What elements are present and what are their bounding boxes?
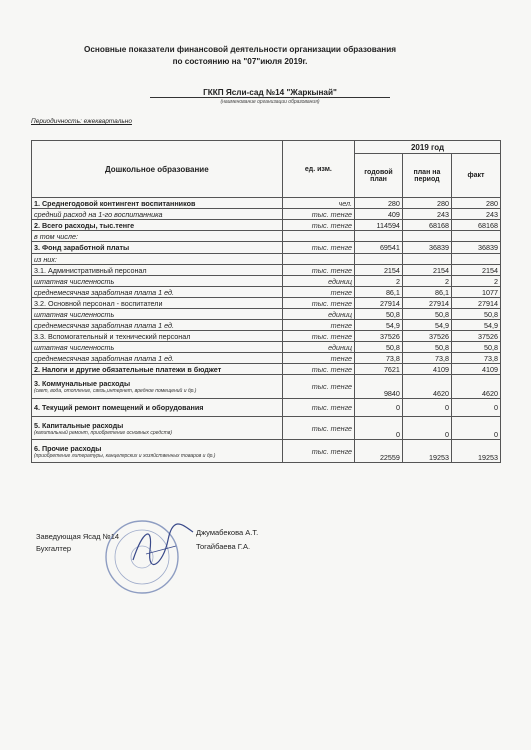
row-label-cell bbox=[32, 309, 283, 320]
row-value-annual: 9840 bbox=[355, 375, 403, 399]
row-label: среднемесячная заработная плата 1 ед. bbox=[34, 287, 174, 297]
table-row bbox=[32, 331, 501, 342]
row-value-annual: 0 bbox=[355, 417, 403, 440]
row-value-annual: 280 bbox=[355, 198, 403, 209]
row-label: среднемесячная заработная плата 1 ед. bbox=[34, 353, 174, 363]
row-label: 2. Всего расходы, тыс.тенге bbox=[34, 220, 135, 230]
row-value-period: 0 bbox=[402, 417, 451, 440]
row-value-fact: 1077 bbox=[451, 287, 500, 298]
row-label-cell bbox=[32, 298, 283, 309]
row-value-fact: 54,9 bbox=[451, 320, 500, 331]
row-value-fact: 0 bbox=[451, 417, 500, 440]
row-value-fact: 243 bbox=[451, 209, 500, 220]
row-label-cell bbox=[32, 220, 283, 231]
row-unit bbox=[282, 231, 354, 242]
row-unit: тыс. тенге bbox=[282, 265, 354, 276]
row-unit: тыс. тенге bbox=[282, 417, 354, 440]
report-title: Основные показатели финансовой деятельности организации образования bbox=[83, 45, 397, 54]
row-label-cell bbox=[32, 375, 283, 399]
row-label: 4. Текущий ремонт помещений и оборудования bbox=[34, 403, 204, 412]
row-value-annual: 27914 bbox=[355, 298, 403, 309]
column-header-period-plan: план на период bbox=[402, 154, 451, 198]
row-unit: тыс. тенге bbox=[282, 364, 354, 375]
row-value-period: 2 bbox=[402, 276, 451, 287]
row-value-period: 19253 bbox=[402, 440, 451, 463]
row-value-annual: 2 bbox=[355, 276, 403, 287]
table-row bbox=[32, 231, 501, 242]
row-value-fact: 50,8 bbox=[451, 309, 500, 320]
row-value-annual: 0 bbox=[355, 399, 403, 417]
row-unit: тыс. тенге bbox=[282, 242, 354, 254]
column-header-education: Дошкольное образование bbox=[32, 141, 283, 198]
row-value-annual: 50,8 bbox=[355, 342, 403, 353]
organization-caption: (наименование организации образования) bbox=[220, 99, 320, 105]
row-label: 3.2. Основной персонал - воспитатели bbox=[34, 298, 163, 308]
row-unit: тыс. тенге bbox=[282, 220, 354, 231]
row-label: 6. Прочие расходы bbox=[34, 443, 102, 453]
row-label-cell bbox=[32, 440, 283, 463]
accountant-name: Тогайбаева Г.А. bbox=[196, 542, 251, 551]
row-label: 3.1. Административный персонал bbox=[34, 265, 147, 275]
row-label-cell bbox=[32, 353, 283, 364]
row-value-period: 54,9 bbox=[402, 320, 451, 331]
column-header-unit: ед. изм. bbox=[282, 141, 354, 198]
financial-table bbox=[31, 140, 501, 463]
row-label-cell bbox=[32, 331, 283, 342]
column-header-annual-plan: годовой план bbox=[355, 154, 403, 198]
row-value-annual bbox=[355, 254, 403, 265]
row-sublabel: (приобретение литературы, канцелярских и хозяйственных товаров и др.) bbox=[34, 452, 216, 459]
row-unit: единиц bbox=[282, 342, 354, 353]
organization-name: ГККП Ясли-сад №14 "Жаркынай" bbox=[203, 88, 337, 97]
row-label: 2. Налоги и другие обязательные платежи в бюджет bbox=[34, 364, 222, 374]
row-value-period: 50,8 bbox=[402, 309, 451, 320]
row-unit: чел. bbox=[282, 198, 354, 209]
row-value-period: 4620 bbox=[402, 375, 451, 399]
row-label-cell bbox=[32, 364, 283, 375]
row-value-fact: 36839 bbox=[451, 242, 500, 254]
row-unit: тыс. тенге bbox=[282, 375, 354, 399]
row-value-fact: 50,8 bbox=[451, 342, 500, 353]
row-unit: тыс. тенге bbox=[282, 209, 354, 220]
row-value-period bbox=[402, 231, 451, 242]
table-row bbox=[32, 254, 501, 265]
row-label-cell bbox=[32, 287, 283, 298]
row-label: 5. Капитальные расходы bbox=[34, 420, 124, 430]
row-value-annual: 114594 bbox=[355, 220, 403, 231]
row-label: из них: bbox=[34, 254, 57, 264]
row-unit: единиц bbox=[282, 276, 354, 287]
table-row bbox=[32, 375, 501, 399]
table-row bbox=[32, 342, 501, 353]
table-row bbox=[32, 276, 501, 287]
row-label: среднемесячная заработная плата 1 ед. bbox=[34, 320, 174, 330]
row-value-period: 36839 bbox=[402, 242, 451, 254]
table-row bbox=[32, 353, 501, 364]
row-label-cell bbox=[32, 417, 283, 440]
row-value-fact bbox=[451, 254, 500, 265]
row-sublabel: (свет, вода, отопление, связь,интернет, вредное помещений и др.) bbox=[34, 388, 197, 394]
row-value-fact: 0 bbox=[451, 399, 500, 417]
table-row bbox=[32, 287, 501, 298]
row-value-fact: 37526 bbox=[451, 331, 500, 342]
row-value-fact: 19253 bbox=[451, 440, 500, 463]
report-date: по состоянию на "07"июля 2019г. bbox=[172, 57, 308, 66]
row-value-period: 68168 bbox=[402, 220, 451, 231]
table-row bbox=[32, 242, 501, 254]
row-value-annual: 73,8 bbox=[355, 353, 403, 364]
row-value-fact: 2154 bbox=[451, 265, 500, 276]
row-label: в том числе: bbox=[34, 231, 78, 241]
row-value-annual: 37526 bbox=[355, 331, 403, 342]
row-value-fact: 2 bbox=[451, 276, 500, 287]
head-name: Джумабекова А.Т. bbox=[196, 528, 259, 537]
row-value-period: 37526 bbox=[402, 331, 451, 342]
row-unit: тыс. тенге bbox=[282, 399, 354, 417]
row-value-period: 280 bbox=[402, 198, 451, 209]
row-label: средний расход на 1-го воспитанника bbox=[34, 209, 163, 219]
row-value-period: 27914 bbox=[402, 298, 451, 309]
table-row bbox=[32, 298, 501, 309]
row-value-annual: 7621 bbox=[355, 364, 403, 375]
row-value-period: 2154 bbox=[402, 265, 451, 276]
row-unit: тыс. тенге bbox=[282, 331, 354, 342]
row-value-annual bbox=[355, 231, 403, 242]
row-sublabel: (капитальный ремонт, приобретение основных средств) bbox=[34, 429, 173, 436]
row-unit: тыс. тенге bbox=[282, 298, 354, 309]
head-title: Заведующая Ясад №14 bbox=[36, 532, 120, 541]
row-value-period: 73,8 bbox=[402, 353, 451, 364]
column-header-year: 2019 год bbox=[355, 141, 501, 154]
row-label: штатная численность bbox=[34, 276, 115, 286]
row-value-fact: 280 bbox=[451, 198, 500, 209]
row-label: 1. Среднегодовой контингент воспитанников bbox=[34, 198, 196, 208]
row-unit: тенге bbox=[282, 320, 354, 331]
row-unit bbox=[282, 254, 354, 265]
column-header-fact: факт bbox=[451, 154, 500, 198]
row-label-cell bbox=[32, 254, 283, 265]
row-value-period: 243 bbox=[402, 209, 451, 220]
row-value-period: 4109 bbox=[402, 364, 451, 375]
row-unit: тыс. тенге bbox=[282, 440, 354, 463]
row-value-annual: 69541 bbox=[355, 242, 403, 254]
row-value-fact bbox=[451, 231, 500, 242]
row-label: 3. Фонд заработной платы bbox=[34, 243, 130, 252]
table-row bbox=[32, 220, 501, 231]
row-value-fact: 4620 bbox=[451, 375, 500, 399]
row-value-fact: 27914 bbox=[451, 298, 500, 309]
row-label-cell bbox=[32, 231, 283, 242]
row-label-cell bbox=[32, 198, 283, 209]
table-row bbox=[32, 440, 501, 463]
table-row bbox=[32, 364, 501, 375]
row-value-annual: 86,1 bbox=[355, 287, 403, 298]
row-unit: единиц bbox=[282, 309, 354, 320]
table-row bbox=[32, 309, 501, 320]
table-row bbox=[32, 198, 501, 209]
row-unit: тенге bbox=[282, 287, 354, 298]
table-row bbox=[32, 320, 501, 331]
row-value-annual: 50,8 bbox=[355, 309, 403, 320]
row-label-cell bbox=[32, 209, 283, 220]
row-value-annual: 2154 bbox=[355, 265, 403, 276]
table-row bbox=[32, 399, 501, 417]
table-row bbox=[32, 209, 501, 220]
row-value-period: 0 bbox=[402, 399, 451, 417]
accountant-title: Бухгалтер bbox=[36, 544, 72, 553]
periodicity: Периодичность: ежеквартально bbox=[31, 118, 132, 125]
table-row bbox=[32, 417, 501, 440]
row-value-fact: 68168 bbox=[451, 220, 500, 231]
row-label-cell bbox=[32, 399, 283, 417]
signature-scribble bbox=[128, 520, 198, 570]
row-value-period bbox=[402, 254, 451, 265]
row-label: 3.3. Вспомогательный и технический персонал bbox=[34, 331, 191, 341]
table-row bbox=[32, 265, 501, 276]
row-label-cell bbox=[32, 342, 283, 353]
row-label-cell bbox=[32, 242, 283, 254]
row-value-period: 86,1 bbox=[402, 287, 451, 298]
row-label: 3. Коммунальные расходы bbox=[34, 379, 131, 388]
organization-underline bbox=[150, 97, 390, 98]
row-label-cell bbox=[32, 276, 283, 287]
row-value-fact: 73,8 bbox=[451, 353, 500, 364]
row-label-cell bbox=[32, 320, 283, 331]
row-label: штатная численность bbox=[34, 342, 115, 352]
row-value-annual: 54,9 bbox=[355, 320, 403, 331]
row-value-period: 50,8 bbox=[402, 342, 451, 353]
row-label-cell bbox=[32, 265, 283, 276]
row-value-fact: 4109 bbox=[451, 364, 500, 375]
row-unit: тенге bbox=[282, 353, 354, 364]
row-label: штатная численность bbox=[34, 309, 115, 319]
row-value-annual: 22559 bbox=[355, 440, 403, 463]
row-value-annual: 409 bbox=[355, 209, 403, 220]
